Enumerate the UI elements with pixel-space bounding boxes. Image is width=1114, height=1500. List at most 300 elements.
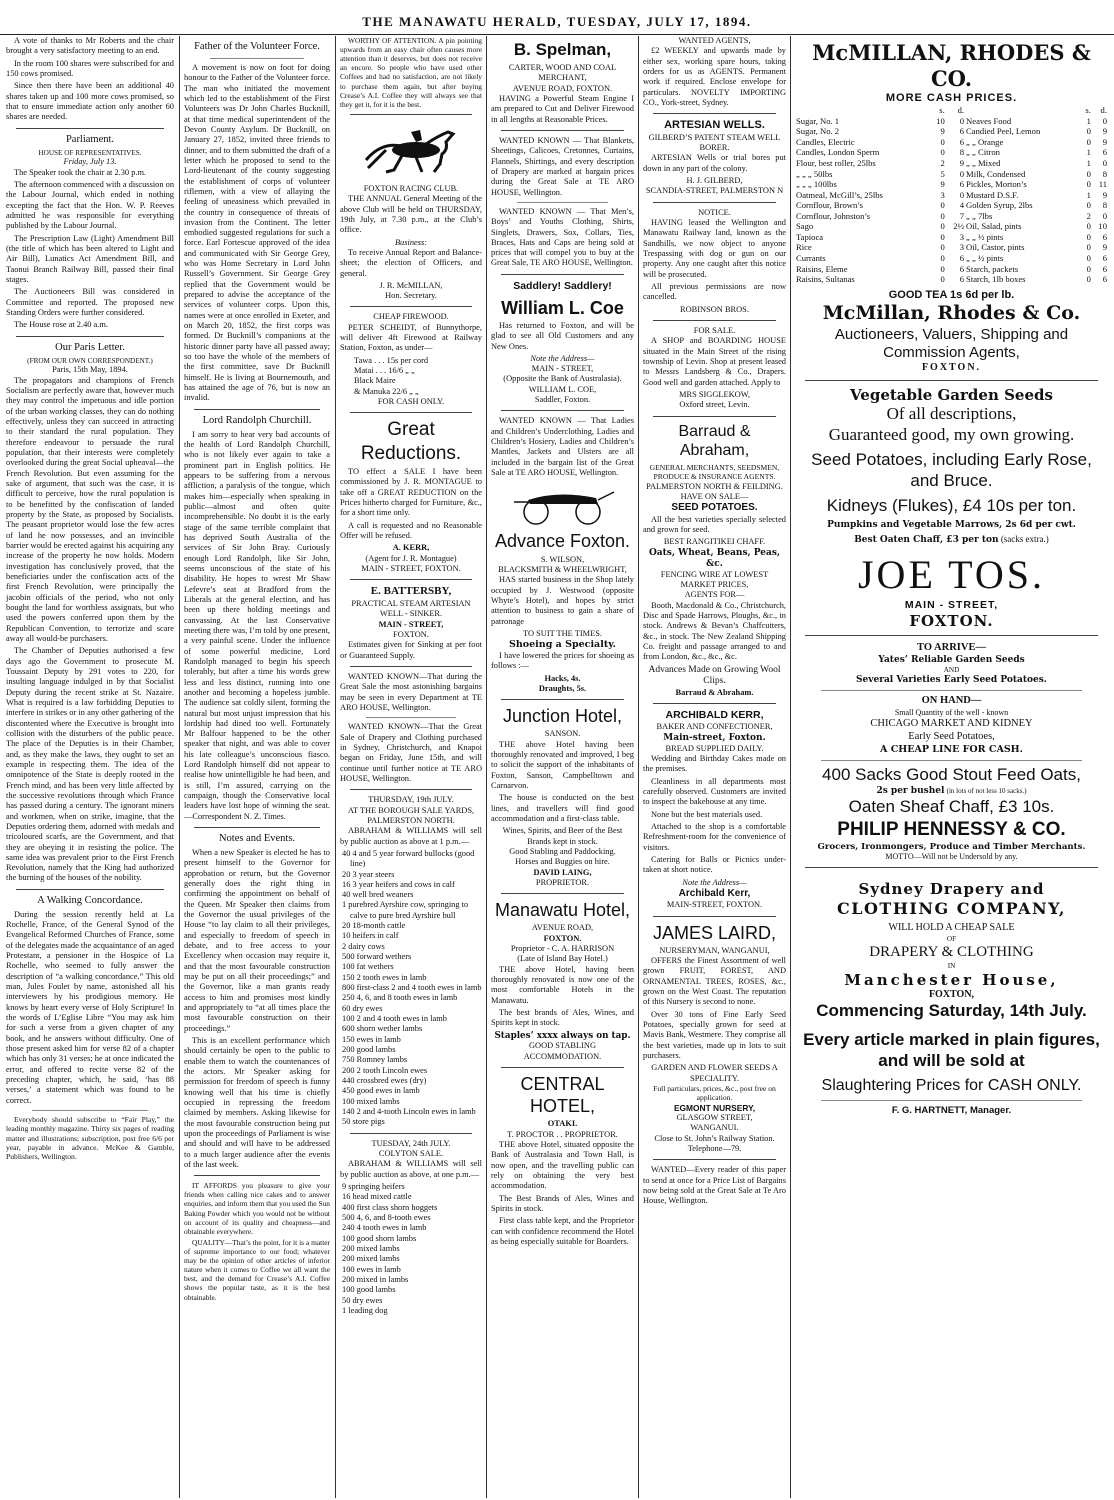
table-cell: Candied Peel, Lemon	[966, 126, 1041, 137]
ad-heading: FOXTON RACING CLUB.	[363, 183, 459, 193]
section-heading: Notes and Events.	[218, 833, 296, 845]
ad-heading: McMILLAN, RHODES & CO.	[812, 40, 1091, 91]
list-item: 9 springing heifers	[342, 1182, 405, 1192]
ad-heading: WANTED AGENTS,	[678, 36, 751, 45]
table-cell: 7	[959, 210, 965, 221]
table-cell: 3	[959, 242, 965, 253]
ad-subline: Small Quantity of the well - known	[894, 708, 1009, 718]
table-cell: 2½	[953, 221, 965, 232]
list-item: 440 crossbred ewes (dry)	[342, 1076, 427, 1086]
ad-subline: Oaten Sheaf Chaff, £3 10s.	[848, 797, 1055, 817]
ad-name: S. WILSON,	[540, 554, 585, 564]
list-item: 200 good lambs	[342, 1045, 396, 1055]
divider	[517, 202, 608, 203]
paragraph: Has returned to Foxton, and will be glad to see all Old Customers and any New Ones.	[491, 320, 634, 351]
table-cell: 1	[1086, 189, 1091, 200]
ad-subline: NURSERYMAN, WANGANUI,	[659, 945, 770, 955]
ad-subline: GOOD STABLING ACCOMMODATION.	[523, 1041, 602, 1061]
paragraph: ABRAHAM & WILLIAMS will sell by public auction as above at 1 p.m.—	[340, 826, 482, 846]
table-cell: 5	[940, 168, 945, 179]
signature: WILLIAM L. COE,	[528, 384, 597, 394]
table-cell: Raisins, Sultanas	[796, 274, 855, 285]
signature: J. R. McMILLAN,	[379, 280, 443, 290]
table-cell: 9	[1102, 126, 1107, 137]
ad-heading: CHEAP FIREWOOD.	[373, 312, 449, 322]
column-3	[340, 36, 482, 1496]
list-item: 100 good lambs	[342, 1285, 396, 1295]
table-cell: 0	[959, 168, 965, 179]
ad-address: MAIN-STREET, FOXTON.	[666, 900, 763, 910]
divider	[821, 690, 1082, 691]
column-header: d.	[1100, 105, 1107, 116]
paragraph: HAVING leased the Wellington and Manawatu Railway land, known as the Sandhills, we now object to anyone Trespassing with dog or gun on our property. Any one caught after this notice will be prosecuted.	[643, 218, 786, 279]
paragraph: WANTED KNOWN—That the Great Sale of Drapery and Clothing purchased in Sydney, Christchurch, and Knapoi began on Friday, June 15th, and will continue until further notice at TE ARO HOUSE, Wellington.	[340, 722, 482, 783]
table-cell: Golden Syrup, 2lbs	[966, 200, 1033, 211]
table-cell: 0	[1086, 263, 1091, 274]
ad-subline: BAKER AND CONFECTIONER,	[656, 722, 773, 732]
paragraph: The Chamber of Deputies authorised a few days ago the Government to prosecute M. Toussaint Deputy by 291 votes to 220, for insulting language indulged in by that Socialist Deputy during the recent strike at St. Nazaire. What is required is a law forbidding Deputies to interfere in strikes or in any other gathering of the discontented where the Executive is brought into collision with the disturbers of the public peace. The place of the Deputies is in their Chamber, and, as they make the laws, they ought to set an example in respecting them. The idea of the omnipotence of the State is deeply rooted in the French mind, and has been very little affected by the successive revolutions through which France has passed during a century. The ignorant miners and workmen, when on strike, imagine, that the Deputies ordering them, adorned with medals and tricoloured scarfs, are the Government, and that they are obeying it in resisting the police. The same idea was prevalent prior to the First French Revolution, namely that the King had authorized the burning of the houses of the nobility.	[6, 646, 174, 883]
ad-subline: Seed Potatoes, including Early Rose, and Bruce.	[811, 450, 1092, 490]
ad-address: Main-street, Foxton.	[663, 732, 766, 743]
table-cell: „ „ Orange	[966, 136, 1004, 147]
table-cell: Starch, 1lb boxes	[966, 274, 1026, 285]
table-row	[795, 211, 1108, 222]
ad-highlight: Yates’ Reliable Garden Seeds	[878, 655, 1025, 666]
ad-highlight: A CHEAP LINE FOR CASH.	[880, 743, 1023, 755]
divider	[653, 1159, 776, 1160]
paragraph: THE above Hotel having been thoroughly renovated and improved, I beg to solicit the support of the inhabitants of Foxton, Sanson, Campbelltown and Carnarvon.	[491, 739, 634, 790]
ad-subline: Close to St. John’s Railway Station.	[654, 1133, 775, 1143]
ad-address: (Opposite the Bank of Australasia).	[503, 374, 622, 384]
list-item: 16 head mixed cattle	[342, 1192, 412, 1202]
ad-connector: OF	[946, 934, 957, 943]
table-cell: 6	[959, 179, 965, 190]
table-cell: 0	[1102, 115, 1107, 126]
dateline: Friday, July 13.	[63, 157, 117, 167]
table-cell: 0	[1086, 200, 1091, 211]
table-cell: 10	[1098, 221, 1107, 232]
table-row	[795, 126, 1108, 137]
ad-name: PHILIP HENNESSY & CO.	[837, 819, 1066, 841]
divider	[805, 380, 1098, 381]
paragraph: Estimates given for Sinking at per foot or Guaranteed Supply.	[340, 640, 482, 660]
table-cell: 3	[959, 231, 965, 242]
ad-connector: AND	[943, 666, 960, 675]
table-cell: 3	[940, 189, 945, 200]
table-cell: 6	[1102, 231, 1107, 242]
list-item: 100 mixed lambs	[342, 1096, 400, 1106]
ad-highlight: Staples’ xxxx always on tap.	[494, 1030, 631, 1041]
divider	[501, 699, 624, 700]
ad-subline: Horses and Buggies on hire.	[515, 857, 610, 867]
paragraph: The propagators and champions of French Socialism are perfectly aware that, however much they may control the impetuous and idle portion of the urban working classes, they can do nothing effectively, unless they can succeed in attracting to their standard the rural population. They therefore endeavour to persuade the rural population, that their interests were completely overlooked during the great Social upheaval—the French Revolution. But even assuming for the sake of argument, that such was the case, it is difficult to perceive, how the rural population is to be benefitted by the confiscation of landed property by the State, as proposed by Socialists. The peasant proprietor would lose the few acres of land he now possesses, and an invincible barrier would be erected against his acquiring any increase of the property he now holds. Modern investigation has conclusively proved, that the beneficiaries under the confiscation acts of the first French Revolution, were principally the jacobin officials of the period, who not only bought the land for worthless assignats, but who used the powers conferred upon them by the Republican Convention, to terrorize and scare away all would-be purchasers.	[6, 375, 174, 643]
ad-subline: BEST RANGITIKEI CHAFF.	[663, 537, 766, 547]
ad-subline: Guaranteed good, my own growing.	[828, 425, 1075, 445]
price-note: (in lots of not less 10 sacks.)	[946, 787, 1027, 796]
table-cell: 0	[1086, 231, 1091, 242]
ad-address: MAIN - STREET,	[904, 599, 999, 612]
divider	[32, 1110, 148, 1111]
paragraph: THE ANNUAL General Meeting of the above Club will be held on THURSDAY, 19th July, at 7.30 p.m., at the Club’s office.	[340, 194, 482, 235]
table-row	[795, 232, 1108, 243]
ad-subline: FENCING WIRE AT LOWEST MARKET PRICES,	[660, 569, 769, 590]
advertisement: QUALITY—That’s the point, for it is a matter of supreme importance to our food; whatever may be the opinion of other articles of inferior nature when it comes to Coffee we all want the best, and the demand for Crease’s A.I. Coffee shows the popular taste, as it is the best obtainable.	[184, 1237, 330, 1302]
paragraph: All previous permissions are now cancelled.	[643, 282, 786, 302]
ad-heading: Advance Foxton.	[494, 531, 631, 552]
table-cell: Sago	[796, 221, 814, 232]
list-item: 150 ewes in lamb	[342, 1034, 401, 1044]
table-cell: Sugar, No. 2	[796, 126, 840, 137]
ad-subline: (Agent for J. R. Montague)	[365, 553, 457, 563]
ad-subheading: MORE CASH PRICES.	[885, 91, 1018, 104]
paragraph: Cleanliness in all departments most carefully observed. Customers are invited to inspect the bakehouse at any time.	[643, 776, 786, 807]
ad-highlight: Several Varieties Early Seed Potatoes.	[856, 675, 1047, 686]
list-item: 10 heifers in calf	[342, 931, 399, 941]
divider	[350, 789, 472, 790]
ad-motto: MOTTO—Will not be Undersold by any.	[885, 852, 1018, 862]
table-cell: 6	[959, 136, 965, 147]
table-cell: 0	[940, 210, 945, 221]
paragraph: First class table kept, and the Proprietor can with confidence recommend the Hotel as being especially suitable for Boarders.	[491, 1216, 634, 1246]
paragraph: Catering for Balls or Picnics under-taken at short notice.	[643, 854, 786, 875]
ad-footer: FOR CASH ONLY.	[377, 397, 445, 407]
price-note: (sacks extra.)	[1000, 533, 1049, 544]
ad-heading: Vegetable Garden Seeds	[850, 385, 1053, 404]
table-cell: 6	[1102, 274, 1107, 285]
ad-heading: Manchester House,	[844, 970, 1059, 989]
list-item: 250 4, 6, and 8 tooth ewes in lamb	[342, 993, 458, 1003]
paragraph: All the best varieties specially selected and grown for seed.	[643, 514, 786, 534]
table-cell: Raisins, Eleme	[796, 263, 848, 274]
section-subheading: HOUSE OF REPRESENTATIVES.	[38, 148, 142, 157]
ad-highlight: SEED POTATOES.	[671, 502, 758, 514]
signature: Barraud & Abraham.	[675, 688, 754, 698]
list-item: 200 mixed lambs	[342, 1254, 400, 1264]
table-cell: 0	[1086, 168, 1091, 179]
list-item: 100 ewes in lamb	[342, 1264, 401, 1274]
table-cell: 0	[1086, 136, 1091, 147]
list-item: 50 store pigs	[342, 1117, 385, 1127]
price-line: Matai . . . 16/6 „ „	[354, 366, 415, 376]
section-heading: Lord Randolph Churchill.	[202, 414, 312, 426]
paragraph: The Best Brands of Ales, Wines and Spirits in stock.	[491, 1193, 634, 1213]
paragraph: ARTESIAN Wells or trial bores put down in any part of the colony.	[643, 153, 786, 173]
ad-name: A. KERR,	[392, 543, 430, 553]
divider	[653, 416, 776, 417]
advertisement: IT AFFORDS you pleasure to give your friends when calling nice cakes and to answer enquiries, and inform them that you used the Sun Baking Powder which you would not be without on account of its quality and cheapness—and obtainable everywhere.	[184, 1181, 330, 1236]
list-item: 100 good shorn lambs	[342, 1233, 417, 1243]
list-item: 40 well bred weaners	[342, 890, 414, 900]
price-line: Draughts, 5s.	[538, 683, 587, 693]
ad-subline: Proprietor - C. A. HARRISON	[510, 944, 615, 953]
table-cell: 1	[1086, 115, 1091, 126]
ad-subline: (Late of Island Bay Hotel.)	[517, 954, 608, 964]
ad-subline: Slaughtering Prices for CASH ONLY.	[821, 1077, 1082, 1095]
list-item: 450 good ewes in lamb	[342, 1086, 420, 1096]
price-line: Best Oaten Chaff, £3 per ton	[854, 534, 999, 545]
signature-title: Saddler, Foxton.	[534, 395, 591, 405]
divider	[821, 1100, 1082, 1101]
ad-town: FOXTON.	[921, 362, 982, 374]
masthead-title: THE MANAWATU HERALD, TUESDAY, JULY 17, 1894.	[362, 14, 752, 29]
firewood-price-list	[340, 356, 482, 397]
paragraph: TO effect a SALE I have been commissioned by J. R. MONTAGUE to take off a GREAT REDUCTION on the Prices hitherto charged for Furniture, &c., for a short time only.	[340, 467, 482, 518]
divider	[350, 579, 472, 580]
table-cell: „ „ Mixed	[966, 157, 1001, 168]
price-line: Black Maire	[354, 376, 396, 386]
price-table	[795, 105, 1108, 285]
column-rule	[179, 36, 180, 1498]
list-item: 150 2 tooth ewes in lamb	[342, 972, 427, 982]
paragraph: A SHOP and BOARDING HOUSE situated in the Main Street of the rising township of Levin. Shop at present leased to Messrs Landsberg & Co., Drapers. Good well and garden attached. Apply to	[643, 336, 786, 387]
table-cell: 6	[959, 253, 965, 264]
list-item: 40 4 and 5 year forward bullocks (good line)	[342, 848, 475, 869]
section-heading: Parliament.	[65, 133, 115, 145]
ad-town: FOXTON.	[543, 933, 582, 943]
table-cell: 0	[1086, 126, 1091, 137]
list-item: 16 3 year heifers and cows in calf	[342, 879, 455, 889]
ad-subline: Early Seed Potatoes,	[908, 730, 995, 742]
divider	[16, 889, 164, 890]
table-header-row	[795, 105, 1108, 116]
paragraph: Since then there have been an additional 40 shares taken up and 100 more cows promised, so that to ensure immediate action only another 60 shares are needed.	[6, 81, 174, 122]
table-cell: 0	[940, 200, 945, 211]
divider	[653, 703, 776, 704]
signature: Archibald Kerr,	[678, 887, 751, 899]
label: Note the Address—	[530, 353, 595, 363]
paragraph: A vote of thanks to Mr Roberts and the chair brought a very satisfactory meeting to an end.	[6, 36, 174, 56]
paragraph: To receive Annual Report and Balance-sheet; the election of Officers, and general.	[340, 247, 482, 278]
table-cell: Mustard D.S.F.	[966, 189, 1019, 200]
divider	[653, 113, 776, 114]
section-heading: Father of the Volunteer Force.	[194, 41, 320, 52]
table-cell: 0	[940, 231, 945, 242]
signature-title: Hon. Secretary.	[385, 291, 437, 301]
table-cell: 2	[940, 157, 945, 168]
ad-subline: BREAD SUPPLIED DAILY.	[665, 743, 764, 753]
table-cell: 0	[1086, 274, 1091, 285]
paragraph: During the session recently held at La Rochelle, France, of the General Synod of the Evangelical Reformed Churches of France, some of the delegates made the acquaintance of an aged Protestant, a pensioner in the Hospice of La Rochelle, who seemed to fully answer the description of “a walking concordance.” This old man, Jules Foulet by name, astonished all his interviewers by his prodigious memory. He knows by heart every verse of Holy Scripture! In the words of L’Eglise Libre “You may ask him for such a verse from a given chapter of any book, and he answers without difficulty. One of those present asked him for verse 82 of a chapter which has only 31 verses; he at once indicated the error, and offered to recite verse 82 of the preceding chapter, which, he said, ‘has 88 verses,’ a statement which was found to be correct.	[6, 909, 174, 1105]
section-heading: Our Paris Letter.	[55, 341, 125, 353]
section-subheading: (FROM OUR OWN CORRESPONDENT.)	[27, 356, 153, 365]
table-cell: Rice	[796, 242, 812, 253]
table-cell: 0	[959, 189, 965, 200]
list-item: 240 4 tooth ewes in lamb	[342, 1223, 427, 1233]
ad-town: SANSON.	[544, 729, 581, 739]
paragraph: ABRAHAM & WILLIAMS will sell by public auction as above, at one p.m.—	[340, 1159, 482, 1179]
price-table-body	[795, 116, 1108, 285]
column-header: d.	[957, 105, 965, 116]
table-cell: 0	[1086, 221, 1091, 232]
table-cell: 6	[959, 274, 965, 285]
signature: DAVID LAING,	[533, 867, 592, 877]
table-row	[795, 200, 1108, 211]
ad-subline: DRAPERY & CLOTHING	[869, 944, 1034, 961]
table-cell: 9	[1102, 242, 1107, 253]
ad-heading: ARTESIAN WELLS.	[664, 119, 765, 132]
paragraph: HAVING a Powerful Steam Engine I am prepared to Cut and Deliver Firewood in all lengths at Reasonable Prices.	[491, 93, 634, 124]
ad-heading: FOR SALE.	[693, 326, 736, 336]
ad-highlight: Pumpkins and Vegetable Marrows, 2s 6d per cwt.	[827, 519, 1076, 530]
divider	[350, 1133, 472, 1134]
ad-heading: JAMES LAIRD,	[652, 922, 777, 943]
ad-subline: Full particulars, prices, &c., post free on application.	[653, 1083, 776, 1103]
divider	[350, 306, 472, 307]
divider	[16, 336, 164, 337]
table-cell: 0	[940, 253, 945, 264]
ad-heading: CENTRAL HOTEL,	[520, 1074, 605, 1117]
paragraph: None but the best materials used.	[651, 809, 763, 819]
ad-subline: Telephone—79.	[687, 1143, 742, 1153]
ad-subline: CHICAGO MARKET AND KIDNEY	[870, 718, 1033, 730]
table-cell: 9	[1102, 136, 1107, 147]
table-cell: 0	[940, 147, 945, 158]
table-cell: 6	[959, 126, 965, 137]
paragraph: The Auctioneers Bill was considered in Committee and reported. The proposed new Standing Orders were further considered.	[6, 287, 174, 317]
divider	[501, 274, 624, 275]
signature: H. J. GILBERD,	[686, 176, 743, 186]
ad-name: William L. Coe	[501, 297, 624, 318]
table-row	[795, 116, 1108, 127]
paragraph: WANTED KNOWN—That during the Great Sale the most astonishing bargains may be seen in every Department at TE ARO HOUSE, Wellington.	[340, 671, 482, 712]
ad-subline: Auctioneers, Valuers, Shipping and Commission Agents,	[834, 325, 1069, 362]
ad-address: MAIN - STREET,	[531, 364, 594, 374]
divider	[501, 130, 624, 131]
table-cell: 9	[940, 179, 945, 190]
table-cell: Cornflour, Brown’s	[796, 200, 863, 211]
table-row	[795, 179, 1108, 190]
ad-subline: CARTER, WOOD AND COAL MERCHANT,	[508, 62, 617, 83]
table-cell: Oil, Salad, pints	[966, 221, 1022, 232]
divider	[350, 412, 472, 413]
ad-address: AVENUE ROAD,	[531, 923, 594, 933]
column-5	[643, 36, 786, 1496]
ad-highlight: Oats, Wheat, Beans, Peas, &c.	[648, 547, 781, 569]
table-row	[795, 264, 1108, 275]
signature: ROBINSON BROS.	[680, 304, 749, 314]
paragraph: The house is conducted on the best lines, and travellers will find good accommodation and a first-class table.	[491, 793, 634, 823]
divider	[501, 893, 624, 894]
table-cell: 8	[1102, 200, 1107, 211]
table-row	[795, 137, 1108, 148]
list-item: 500 4, 6, and 8-tooth ewes	[342, 1213, 431, 1222]
paragraph: WANTED—Every reader of this paper to send at once for a Price List of Bargains now being sold at the Great Sale at Te Aro House, Wellington.	[643, 1165, 786, 1206]
divider	[501, 410, 624, 411]
divider	[653, 320, 776, 321]
divider	[366, 717, 456, 718]
ad-name: E. BATTERSBY,	[370, 585, 452, 598]
divider	[350, 666, 472, 667]
table-cell: 11	[1098, 179, 1107, 190]
advertisement: WORTHY OF ATTENTION. A pin pointing upwards from an easy chair often causes more attention than it deserves, but does not receive an encore. So people who have used other Coffees and had no satisfaction, are not likely to purchase them again, but after buying Crease’s A.I. Coffee they will always see that they get it, for it is the best.	[340, 36, 482, 109]
list-item: 100 2 and 4 tooth ewes in lamb	[342, 1014, 447, 1024]
list-item: 1 leading dog	[342, 1305, 388, 1315]
table-row	[795, 147, 1108, 158]
divider	[350, 114, 472, 115]
ad-subline: Wines, Spirits, and Beer of the Best Brands kept in stock.	[502, 826, 623, 846]
ad-heading: Great Reductions.	[360, 419, 462, 464]
list-item: 800 first-class 2 and 4 tooth ewes in lamb	[342, 983, 482, 993]
divider	[653, 202, 776, 203]
table-cell: Candles, London Sperm	[796, 147, 880, 158]
ad-subline: BLACKSMITH & WHEELWRIGHT,	[498, 564, 627, 574]
ad-address: SCANDIA-STREET, PALMERSTON N	[645, 186, 784, 196]
paragraph: THE above Hotel, situated opposite the Bank of Australasia and Town Hall, is now open, and the travelling public can rely on obtaining the very best accommodation.	[491, 1140, 634, 1191]
table-cell: 9	[959, 157, 965, 168]
list-item: 60 dry ewes	[342, 1003, 383, 1013]
ad-subline: GENERAL MERCHANTS, SEEDSMEN, PRODUCE & INSURANCE AGENTS.	[649, 463, 780, 482]
table-cell: 0	[940, 274, 945, 285]
list-item: 20 18-month cattle	[342, 921, 406, 931]
ad-subline: GARDEN AND FLOWER SEEDS A SPECIALITY.	[651, 1063, 778, 1083]
table-cell: Sugar, No. 1	[796, 115, 840, 126]
ad-heading: TUESDAY, 24th JULY.	[371, 1138, 451, 1148]
paragraph: The House rose at 2.40 a.m.	[14, 320, 108, 330]
column-header: s.	[1085, 105, 1091, 116]
paragraph: This is an excellent performance which should certainly be open to the public to enable them to watch the countenances of the actors. Mr Speaker asking for permission for freedom of speech is funny knowing well that his time is chiefly occupied in repressing the freedom claimed by members. Asking likewise for the most favourable construction being put upon the proceedings of Parliament is wise and should and will have to be addressed to a much larger audience after the events of the last week.	[184, 1035, 330, 1169]
ad-subline: Every article marked in plain figures, and will be sold at	[803, 1030, 1100, 1071]
ad-subline: Commencing Saturday, 14th July.	[816, 1001, 1087, 1021]
column-6	[795, 36, 1108, 1496]
table-cell: Currants	[796, 253, 826, 264]
ad-heading: 400 Sacks Good Stout Feed Oats,	[822, 764, 1081, 784]
ad-name: EGMONT NURSERY,	[673, 1102, 756, 1113]
table-cell: 6	[1102, 147, 1107, 158]
ad-subline: WILL HOLD A CHEAP SALE	[888, 922, 1015, 934]
list-item: 400 first class shorn hoggets	[342, 1202, 438, 1212]
table-cell: Oil, Castor, pints	[966, 242, 1025, 253]
ad-heading: CLOTHING COMPANY,	[836, 898, 1066, 918]
paragraph: In the room 100 shares were subscribed for and 150 cows promised.	[6, 58, 174, 78]
list-item: 100 fat wethers	[342, 962, 394, 972]
table-cell: 0	[1086, 253, 1091, 264]
ad-town: WANGANUI.	[690, 1123, 739, 1133]
table-row	[795, 221, 1108, 232]
ad-subline: Kidneys (Flukes), £4 10s per ton.	[826, 495, 1077, 515]
label: Business:	[394, 237, 428, 247]
table-cell: 0	[1086, 179, 1091, 190]
divider	[194, 827, 320, 828]
column-header: s.	[939, 105, 945, 116]
ad-connector: IN	[947, 961, 956, 970]
table-cell: Starch, packets	[966, 263, 1019, 274]
ad-address: MAIN - STREET, FOXTON.	[361, 564, 461, 574]
ad-subline	[795, 534, 1108, 546]
table-cell: 1	[1086, 157, 1091, 168]
paragraph: When a new Speaker is elected he has to present himself to the Governor for approbation or return, but the Governor generally does the right thing in confirming the appointment on behalf of the Queen. Mr Speaker then claims from the Governor the usual privileges of the House “to lay claim to all their privileges, and especially to freedom of speech in debate, and to free access to your Excellency when occasion may require it, and that the most favourable construction may be put on all their proceedings;” and the Governor, like a man grants ready access to him and promises most kindly and appropriately to “at all times place the most favourable construction on their proceedings.”	[184, 848, 330, 1033]
divider	[501, 1067, 624, 1068]
ad-heading: B. Spelman,	[513, 40, 612, 59]
masthead	[0, 0, 1114, 35]
ad-town: FOXTON.	[909, 611, 994, 630]
ad-heading: Sydney Drapery and	[858, 880, 1045, 899]
divider	[210, 58, 304, 59]
signature: F. G. HARTNETT, Manager.	[891, 1104, 1012, 1116]
paragraph: I am sorry to hear very bad accounts of the health of Lord Randolph Churchill, who is not likely ever again to take a prominent part in English politics. He appears to be suffering from a nervous affliction, a paralysis of the tongue, which makes him—especially when speaking in public—almost and often quite incomprehensible. No doubt it is the early stage of the same terrible complaint that has deprived South Australia of the services of Sir John Bray. Curiously enough Lord Randolph, like Sir John, seems unconscious of the state of his disability. He hopes to wrest Mr Shaw Lefevre’s seat at Bradford from the Liberals at the general election, and has been up there holding meetings and canvassing. At the last Conservative meeting there was, I’m told by one present, a very painful scene. Under the influence of some powerful medicine, Lord Randolph managed to begin his speech tolerably, but after a time his words grew less and less distinct, running into one another and becoming a hopeless jumble. The audience sat coldly silent, forming the natural but most unjust impression that his lordship had dined too well. Fortunately Mr Balfour happened to be the other speaker that night, and was able to cover his late colleague’s unconscious fiasco. Lord Randolph himself did not appear to realise how unintelligible he had been, and is still, I’m assured, carrying on the campaign, though the Conservative local leaders have lost hope of winning the seat.—Correspondent N. Z. Times.	[184, 429, 330, 821]
column-rule	[638, 36, 639, 1498]
table-cell: 0	[940, 242, 945, 253]
dateline: Paris, 15th May, 1894.	[52, 365, 128, 375]
ad-heading: THURSDAY, 19th JULY.	[368, 795, 454, 805]
ad-subline: Grocers, Ironmongers, Produce and Timber Merchants.	[817, 841, 1086, 852]
divider	[805, 867, 1098, 868]
table-cell: 0	[940, 263, 945, 274]
paragraph: A call is requested and no Reasonable Offer will be refused.	[340, 520, 482, 541]
ad-address: Oxford street, Levin.	[679, 400, 750, 410]
paragraph: The best brands of Ales, Wines, and Spirits kept in stock.	[491, 1007, 634, 1028]
ad-subline: Advances Made on Growing Wool Clips.	[648, 664, 781, 687]
livestock-list	[340, 849, 482, 1128]
